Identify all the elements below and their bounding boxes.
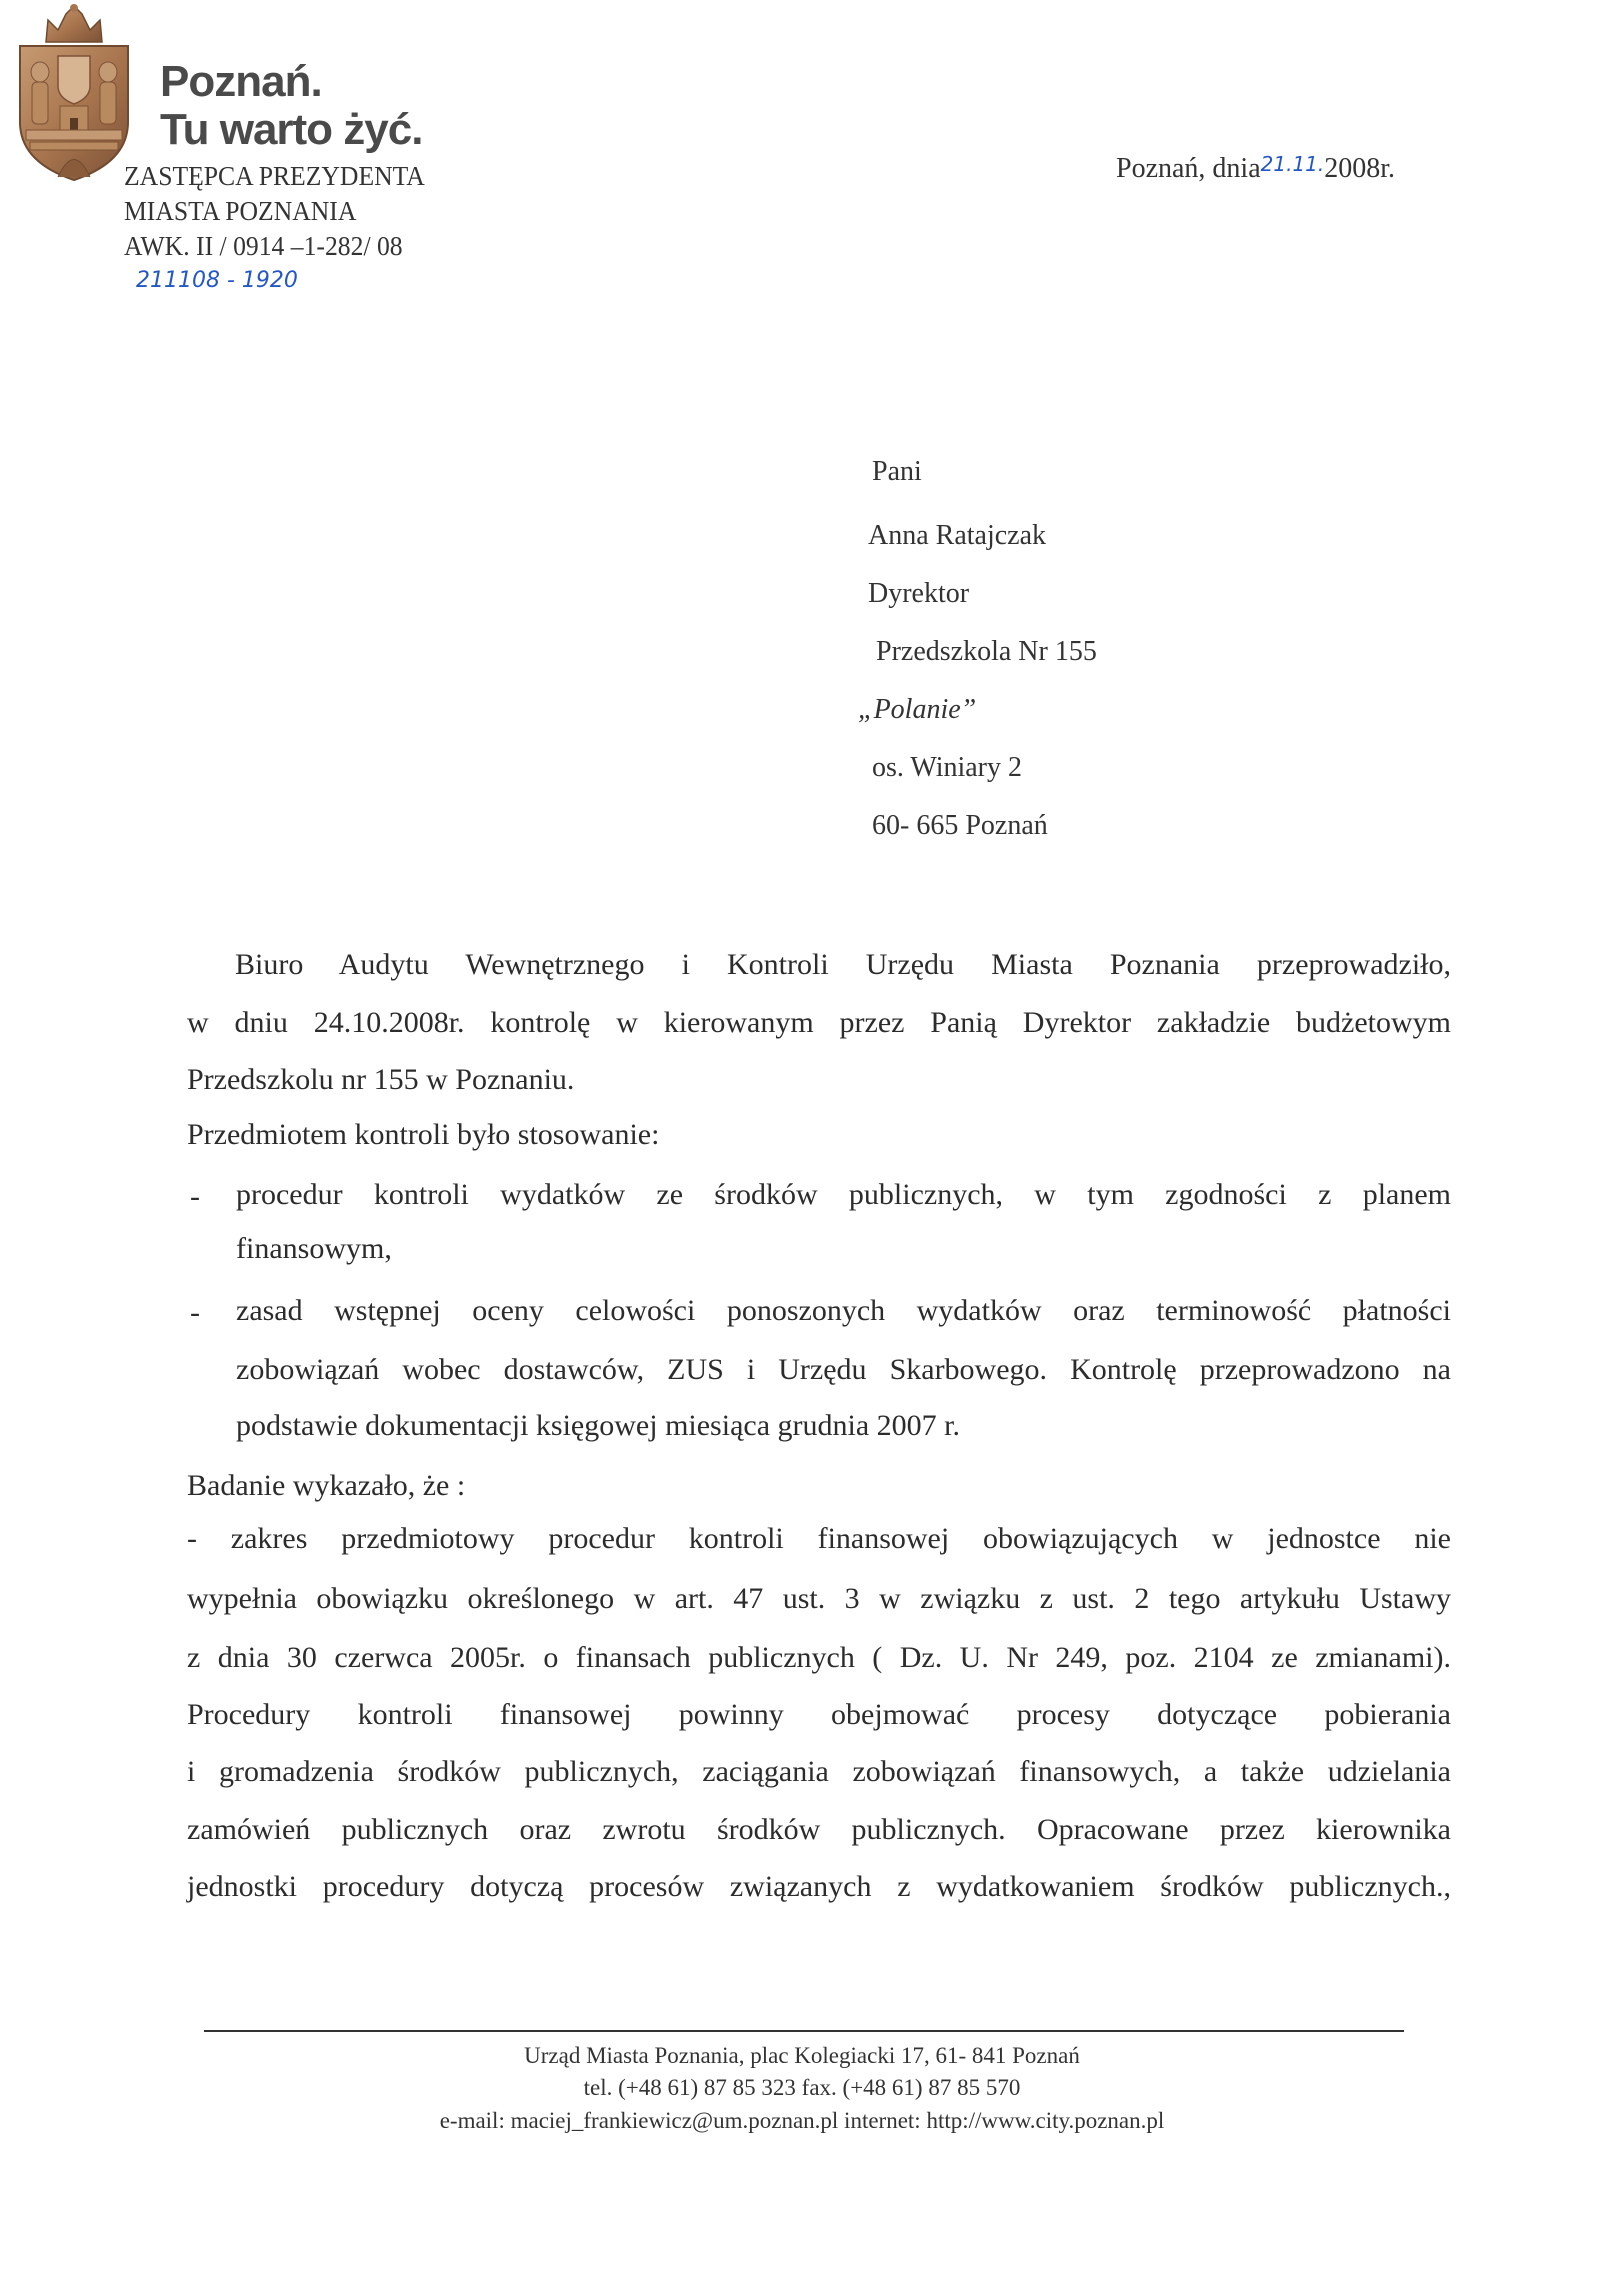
- list-dash: -: [190, 1296, 200, 1329]
- scope-heading: Przedmiotem kontroli było stosowanie:: [187, 1118, 660, 1151]
- body-intro-line: w dniu 24.10.2008r. kontrolę w kierowanym przez Panią Dyrektor zakładzie budżetowym: [187, 1006, 1451, 1039]
- footer-contact: e-mail: maciej_frankiewicz@um.poznan.pl internet: http://www.city.poznan.pl: [439, 2108, 1165, 2133]
- findings-heading: Badanie wykazało, że :: [187, 1469, 466, 1502]
- findings-line: Procedury kontroli finansowej powinny obejmować procesy dotyczące pobierania: [187, 1698, 1451, 1731]
- coat-of-arms-icon: [8, 2, 140, 182]
- recipient-institution: Przedszkola Nr 155: [876, 636, 1097, 667]
- handwritten-day: 21.11.: [1260, 152, 1325, 176]
- recipient-title: Dyrektor: [868, 578, 970, 609]
- findings-line: jednostki procedury dotyczą procesów związanych z wydatkowaniem środków publicznych.,: [187, 1870, 1451, 1903]
- date-year: 2008r.: [1324, 153, 1396, 184]
- body-intro-line: Biuro Audytu Wewnętrznego i Kontroli Urzędu Miasta Poznania przeprowadziło,: [235, 948, 1451, 981]
- scope-item-line: zasad wstępnej oceny celowości ponoszonych wydatków oraz terminowość płatności: [236, 1294, 1451, 1327]
- slogan-line-2: Tu warto żyć.: [160, 105, 423, 154]
- scope-item-line: finansowym,: [236, 1232, 392, 1265]
- recipient-city: 60- 665 Poznań: [872, 810, 1048, 841]
- scope-item-line: procedur kontroli wydatków ze środków publicznych, w tym zgodności z planem: [236, 1178, 1451, 1211]
- reference-number: AWK. II / 0914 –1-282/ 08: [124, 231, 403, 261]
- findings-line: z dnia 30 czerwca 2005r. o finansach publicznych ( Dz. U. Nr 249, poz. 2104 ze zmianami).: [187, 1641, 1451, 1674]
- body-intro-line: Przedszkolu nr 155 w Poznaniu.: [187, 1063, 575, 1096]
- scope-item-line: podstawie dokumentacji księgowej miesiąca grudnia 2007 r.: [236, 1409, 960, 1442]
- findings-line: zamówień publicznych oraz zwrotu środków publicznych. Opracowane przez kierownika: [187, 1813, 1451, 1846]
- letter-date: [1116, 154, 1395, 183]
- recipient-salutation: Pani: [872, 456, 922, 487]
- footer-divider: [204, 2030, 1404, 2032]
- recipient-street: os. Winiary 2: [872, 752, 1023, 783]
- findings-line: i gromadzenia środków publicznych, zaciągania zobowiązań finansowych, a także udzielania: [187, 1755, 1451, 1788]
- office-title-line-2: MIASTA POZNANIA: [124, 196, 357, 226]
- footer-address: Urząd Miasta Poznania, plac Kolegiacki 17, 61- 841 Poznań: [524, 2043, 1080, 2068]
- recipient-name: Anna Ratajczak: [868, 520, 1047, 551]
- date-prefix: Poznań, dnia: [1116, 153, 1261, 184]
- slogan-line-1: Poznań.: [160, 57, 322, 106]
- office-title-line-1: ZASTĘPCA PREZYDENTA: [124, 161, 425, 191]
- list-dash: -: [190, 1180, 200, 1213]
- handwritten-reference: 211108 - 1920: [136, 268, 298, 293]
- footer-phones: tel. (+48 61) 87 85 323 fax. (+48 61) 87 85 570: [583, 2075, 1021, 2100]
- findings-line: wypełnia obowiązku określonego w art. 47 ust. 3 w związku z ust. 2 tego artykułu Ustawy: [187, 1582, 1451, 1615]
- scope-item-line: zobowiązań wobec dostawców, ZUS i Urzędu Skarbowego. Kontrolę przeprowadzono na: [236, 1353, 1451, 1386]
- recipient-institution-name: „Polanie”: [858, 694, 977, 725]
- findings-line: - zakres przedmiotowy procedur kontroli finansowej obowiązujących w jednostce nie: [187, 1522, 1451, 1555]
